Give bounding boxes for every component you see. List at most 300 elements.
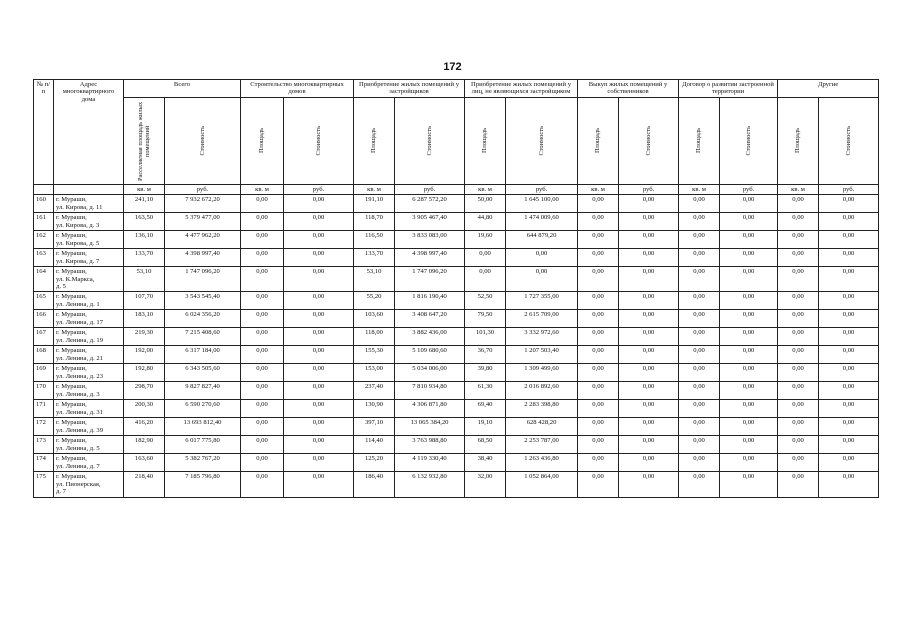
cell-cost: 0,00 [819, 292, 879, 310]
cell-cost: 2 016 892,60 [506, 382, 578, 400]
cell-area: 0,00 [241, 328, 284, 346]
cell-cost: 0,00 [619, 231, 679, 249]
cell-cost: 5 379 477,00 [165, 213, 241, 231]
cell-cost: 0,00 [720, 195, 778, 213]
cell-area: 0,00 [578, 418, 619, 436]
cell-area: 0,00 [241, 310, 284, 328]
cell-cost: 0,00 [720, 400, 778, 418]
table-row [34, 310, 879, 328]
cell-cost: 0,00 [284, 267, 354, 292]
row-address [54, 213, 124, 231]
cell-cost: 0,00 [720, 249, 778, 267]
address-line: ул. Кирова, д. 11 [56, 203, 103, 211]
cell-cost: 0,00 [619, 328, 679, 346]
cell-area: 53,10 [354, 267, 395, 292]
cell-area: 133,70 [354, 249, 395, 267]
cell-area: 0,00 [578, 213, 619, 231]
cell-area: 163,60 [124, 454, 165, 472]
row-number: 165 [34, 292, 54, 310]
row-number: 169 [34, 364, 54, 382]
cell-cost: 5 109 680,60 [395, 346, 465, 364]
cell-cost: 0,00 [720, 328, 778, 346]
cell-cost: 1 747 096,20 [165, 267, 241, 292]
cell-area: 0,00 [778, 213, 819, 231]
table-row [34, 400, 879, 418]
header-address: Адрес многоквартирного дома [54, 80, 124, 185]
cell-cost: 0,00 [819, 249, 879, 267]
cell-area: 0,00 [578, 364, 619, 382]
address-line: г. Мураши, [56, 347, 87, 355]
address-line: ул. Кирова, д. 7 [56, 257, 100, 265]
cell-area: 200,30 [124, 400, 165, 418]
cell-area: 0,00 [578, 382, 619, 400]
address-line: ул. Ленина, д. 3 [56, 390, 100, 398]
cell-area: 0,00 [679, 364, 720, 382]
cell-area: 0,00 [778, 364, 819, 382]
header-cost: Стоимость [720, 97, 778, 184]
address-line: ул. Ленина, д. 31 [56, 408, 104, 416]
cell-cost: 6 343 505,60 [165, 364, 241, 382]
cell-cost: 0,00 [284, 195, 354, 213]
cell-area: 0,00 [578, 436, 619, 454]
cell-area: 0,00 [679, 249, 720, 267]
cell-cost: 0,00 [506, 249, 578, 267]
row-number: 160 [34, 195, 54, 213]
cell-area: 118,00 [354, 328, 395, 346]
units-empty [34, 184, 54, 194]
header-group-buyout: Выкуп жилых помещений у собственников [578, 80, 679, 98]
cell-cost: 3 833 083,00 [395, 231, 465, 249]
cell-area: 241,10 [124, 195, 165, 213]
row-number: 172 [34, 418, 54, 436]
cell-area: 0,00 [778, 195, 819, 213]
cell-cost: 6 024 356,20 [165, 310, 241, 328]
cell-cost: 0,00 [284, 436, 354, 454]
cell-area: 0,00 [241, 346, 284, 364]
cell-area: 0,00 [679, 418, 720, 436]
cell-cost: 0,00 [284, 310, 354, 328]
cell-area: 0,00 [679, 328, 720, 346]
cell-area: 0,00 [578, 310, 619, 328]
header-area: Площадь [241, 97, 284, 184]
cell-area: 0,00 [778, 328, 819, 346]
row-address [54, 310, 124, 328]
cell-area: 0,00 [778, 400, 819, 418]
cell-cost: 1 474 009,60 [506, 213, 578, 231]
unit-sqm: кв. м [679, 184, 720, 194]
cell-area: 0,00 [241, 213, 284, 231]
cell-area: 0,00 [241, 472, 284, 497]
cell-cost: 0,00 [819, 436, 879, 454]
resettlement-table [33, 79, 879, 498]
row-number: 171 [34, 400, 54, 418]
cell-area: 0,00 [578, 454, 619, 472]
address-line: ул. К.Маркса, [56, 275, 95, 283]
address-line: г. Мураши, [56, 473, 87, 481]
cell-area: 192,00 [124, 346, 165, 364]
cell-area: 61,30 [465, 382, 506, 400]
cell-cost: 13 693 812,40 [165, 418, 241, 436]
address-line: г. Мураши, [56, 250, 87, 258]
cell-cost: 3 882 436,00 [395, 328, 465, 346]
address-line: д. 5 [56, 283, 66, 291]
header-cost: Стоимость [165, 97, 241, 184]
cell-cost: 0,00 [720, 267, 778, 292]
address-line: г. Мураши, [56, 383, 87, 391]
header-row-subcolumns [34, 97, 879, 184]
unit-rub: руб. [720, 184, 778, 194]
cell-area: 79,50 [465, 310, 506, 328]
address-line: ул. Ленина, д. 7 [56, 462, 100, 470]
row-address [54, 249, 124, 267]
cell-cost: 4 398 997,40 [165, 249, 241, 267]
cell-area: 103,60 [354, 310, 395, 328]
cell-area: 50,00 [465, 195, 506, 213]
cell-area: 0,00 [778, 249, 819, 267]
header-group-developers: Приобретение жилых помещений у застройщиков [354, 80, 465, 98]
address-line: д. 7 [56, 488, 66, 496]
row-address [54, 328, 124, 346]
table-row [34, 454, 879, 472]
cell-cost: 0,00 [819, 195, 879, 213]
address-line: ул. Кирова, д. 3 [56, 221, 100, 229]
cell-cost: 0,00 [284, 213, 354, 231]
cell-area: 0,00 [241, 382, 284, 400]
cell-cost: 0,00 [284, 364, 354, 382]
cell-cost: 4 306 871,80 [395, 400, 465, 418]
cell-cost: 1 727 355,00 [506, 292, 578, 310]
cell-cost: 2 253 787,00 [506, 436, 578, 454]
cell-cost: 0,00 [720, 346, 778, 364]
row-address [54, 418, 124, 436]
cell-area: 32,00 [465, 472, 506, 497]
cell-area: 0,00 [679, 213, 720, 231]
cell-area: 0,00 [778, 472, 819, 497]
cell-cost: 5 382 767,20 [165, 454, 241, 472]
cell-cost: 6 132 932,80 [395, 472, 465, 497]
row-number: 166 [34, 310, 54, 328]
address-line: ул. Ленина, д. 19 [56, 336, 104, 344]
cell-cost: 0,00 [819, 267, 879, 292]
row-number: 168 [34, 346, 54, 364]
cell-area: 0,00 [778, 382, 819, 400]
cell-area: 0,00 [679, 346, 720, 364]
cell-cost: 1 816 190,40 [395, 292, 465, 310]
cell-cost: 7 932 672,20 [165, 195, 241, 213]
cell-area: 0,00 [241, 249, 284, 267]
cell-area: 298,70 [124, 382, 165, 400]
cell-area: 0,00 [778, 292, 819, 310]
unit-sqm: кв. м [354, 184, 395, 194]
row-address [54, 292, 124, 310]
cell-area: 0,00 [465, 267, 506, 292]
cell-area: 237,40 [354, 382, 395, 400]
cell-cost: 0,00 [619, 382, 679, 400]
cell-area: 38,40 [465, 454, 506, 472]
cell-area: 0,00 [679, 400, 720, 418]
cell-cost: 0,00 [284, 400, 354, 418]
cell-cost: 0,00 [720, 292, 778, 310]
row-address [54, 436, 124, 454]
address-line: ул. Кирова, д. 5 [56, 239, 100, 247]
cell-cost: 5 034 006,00 [395, 364, 465, 382]
cell-area: 0,00 [241, 436, 284, 454]
cell-area: 0,00 [679, 436, 720, 454]
cell-cost: 0,00 [819, 328, 879, 346]
cell-cost: 0,00 [619, 454, 679, 472]
header-area: Площадь [778, 97, 819, 184]
cell-area: 218,40 [124, 472, 165, 497]
cell-area: 133,70 [124, 249, 165, 267]
row-number: 173 [34, 436, 54, 454]
cell-area: 0,00 [241, 195, 284, 213]
cell-cost: 0,00 [619, 195, 679, 213]
cell-cost: 6 017 775,80 [165, 436, 241, 454]
cell-cost: 0,00 [720, 364, 778, 382]
address-line: г. Мураши, [56, 419, 87, 427]
cell-cost: 1 309 499,60 [506, 364, 578, 382]
header-group-other: Другие [778, 80, 879, 98]
cell-area: 0,00 [241, 400, 284, 418]
row-address [54, 267, 124, 292]
cell-area: 0,00 [778, 418, 819, 436]
table-row [34, 231, 879, 249]
cell-cost: 13 065 384,20 [395, 418, 465, 436]
cell-area: 0,00 [241, 267, 284, 292]
cell-area: 116,50 [354, 231, 395, 249]
cell-cost: 0,00 [619, 472, 679, 497]
cell-area: 0,00 [578, 249, 619, 267]
address-line: г. Мураши, [56, 311, 87, 319]
cell-cost: 3 905 467,40 [395, 213, 465, 231]
cell-area: 44,80 [465, 213, 506, 231]
cell-cost: 0,00 [619, 310, 679, 328]
cell-area: 125,20 [354, 454, 395, 472]
cell-cost: 1 645 100,00 [506, 195, 578, 213]
table-row [34, 195, 879, 213]
table-row [34, 328, 879, 346]
cell-cost: 0,00 [619, 436, 679, 454]
table-row [34, 213, 879, 231]
cell-area: 0,00 [778, 267, 819, 292]
address-line: г. Мураши, [56, 293, 87, 301]
header-row-groups [34, 80, 879, 98]
address-line: г. Мураши, [56, 232, 87, 240]
cell-area: 53,10 [124, 267, 165, 292]
cell-cost: 0,00 [284, 472, 354, 497]
cell-cost: 2 283 398,80 [506, 400, 578, 418]
row-address [54, 454, 124, 472]
cell-area: 0,00 [679, 310, 720, 328]
cell-area: 55,20 [354, 292, 395, 310]
cell-area: 0,00 [578, 472, 619, 497]
cell-area: 0,00 [778, 454, 819, 472]
cell-area: 19,60 [465, 231, 506, 249]
cell-cost: 0,00 [819, 310, 879, 328]
row-address [54, 195, 124, 213]
cell-cost: 1 747 096,20 [395, 267, 465, 292]
cell-cost: 0,00 [819, 346, 879, 364]
cell-cost: 0,00 [819, 418, 879, 436]
cell-cost: 0,00 [720, 472, 778, 497]
cell-area: 182,90 [124, 436, 165, 454]
cell-area: 0,00 [578, 346, 619, 364]
cell-area: 0,00 [241, 231, 284, 249]
cell-area: 0,00 [578, 328, 619, 346]
cell-cost: 6 317 184,00 [165, 346, 241, 364]
unit-rub: руб. [819, 184, 879, 194]
cell-area: 0,00 [778, 346, 819, 364]
unit-sqm: кв. м [578, 184, 619, 194]
cell-area: 0,00 [578, 195, 619, 213]
cell-area: 19,10 [465, 418, 506, 436]
page-number: 172 [443, 61, 462, 73]
cell-area: 118,70 [354, 213, 395, 231]
table-row [34, 418, 879, 436]
row-address [54, 231, 124, 249]
header-cost: Стоимость [506, 97, 578, 184]
cell-cost: 0,00 [819, 454, 879, 472]
cell-cost: 0,00 [619, 249, 679, 267]
header-group-total: Всего [124, 80, 241, 98]
row-number: 161 [34, 213, 54, 231]
unit-sqm: кв. м [778, 184, 819, 194]
units-empty [54, 184, 124, 194]
cell-cost: 628 428,20 [506, 418, 578, 436]
cell-area: 0,00 [778, 231, 819, 249]
row-number: 175 [34, 472, 54, 497]
cell-area: 0,00 [465, 249, 506, 267]
cell-cost: 0,00 [284, 382, 354, 400]
cell-area: 39,80 [465, 364, 506, 382]
header-group-non-developers: Приобретение жилых помещений у лиц, не являющихся застройщиком [465, 80, 578, 98]
cell-cost: 2 615 709,00 [506, 310, 578, 328]
address-line: г. Мураши, [56, 401, 87, 409]
cell-area: 101,30 [465, 328, 506, 346]
cell-cost: 0,00 [284, 346, 354, 364]
cell-cost: 0,00 [819, 364, 879, 382]
table-row [34, 249, 879, 267]
address-line: г. Мураши, [56, 455, 87, 463]
unit-rub: руб. [165, 184, 241, 194]
cell-cost: 3 543 545,40 [165, 292, 241, 310]
cell-cost: 0,00 [619, 292, 679, 310]
row-number: 163 [34, 249, 54, 267]
header-area: Площадь [465, 97, 506, 184]
cell-cost: 4 398 997,40 [395, 249, 465, 267]
cell-area: 0,00 [679, 267, 720, 292]
cell-cost: 4 119 330,40 [395, 454, 465, 472]
row-address [54, 400, 124, 418]
cell-cost: 0,00 [819, 472, 879, 497]
unit-rub: руб. [506, 184, 578, 194]
address-line: ул. Ленина, д. 39 [56, 426, 104, 434]
header-cost: Стоимость [819, 97, 879, 184]
row-number: 167 [34, 328, 54, 346]
header-cost: Стоимость [619, 97, 679, 184]
cell-area: 0,00 [778, 436, 819, 454]
cell-cost: 0,00 [720, 436, 778, 454]
cell-cost: 0,00 [619, 213, 679, 231]
cell-cost: 7 810 934,80 [395, 382, 465, 400]
cell-cost: 0,00 [720, 454, 778, 472]
cell-area: 163,50 [124, 213, 165, 231]
cell-cost: 7 215 408,60 [165, 328, 241, 346]
cell-cost: 0,00 [284, 418, 354, 436]
cell-cost: 0,00 [720, 213, 778, 231]
unit-rub: руб. [284, 184, 354, 194]
row-number: 164 [34, 267, 54, 292]
row-address [54, 364, 124, 382]
cell-cost: 0,00 [284, 292, 354, 310]
cell-area: 153,00 [354, 364, 395, 382]
cell-cost: 3 763 988,80 [395, 436, 465, 454]
table-row [34, 267, 879, 292]
cell-area: 130,90 [354, 400, 395, 418]
cell-area: 192,80 [124, 364, 165, 382]
cell-cost: 9 827 827,40 [165, 382, 241, 400]
unit-rub: руб. [619, 184, 679, 194]
cell-area: 68,50 [465, 436, 506, 454]
header-total-area: Расселяемая площадь жилых помещений [124, 97, 165, 184]
cell-area: 397,10 [354, 418, 395, 436]
cell-area: 36,70 [465, 346, 506, 364]
cell-cost: 1 207 503,40 [506, 346, 578, 364]
unit-rub: руб. [395, 184, 465, 194]
cell-cost: 0,00 [284, 328, 354, 346]
header-area: Площадь [354, 97, 395, 184]
cell-cost: 0,00 [619, 346, 679, 364]
cell-area: 114,40 [354, 436, 395, 454]
cell-area: 52,50 [465, 292, 506, 310]
address-line: ул. Ленина, д. 1 [56, 300, 100, 308]
table-body [34, 195, 879, 497]
row-number: 170 [34, 382, 54, 400]
cell-area: 69,40 [465, 400, 506, 418]
cell-area: 0,00 [241, 292, 284, 310]
cell-area: 0,00 [679, 472, 720, 497]
table-row [34, 364, 879, 382]
unit-sqm: кв. м [241, 184, 284, 194]
cell-cost: 7 185 796,80 [165, 472, 241, 497]
cell-cost: 3 332 972,60 [506, 328, 578, 346]
cell-area: 0,00 [578, 231, 619, 249]
table-row [34, 472, 879, 497]
cell-cost: 0,00 [720, 310, 778, 328]
cell-area: 136,10 [124, 231, 165, 249]
cell-area: 191,10 [354, 195, 395, 213]
cell-area: 416,20 [124, 418, 165, 436]
address-line: г. Мураши, [56, 196, 87, 204]
header-area: Площадь [578, 97, 619, 184]
header-area: Площадь [679, 97, 720, 184]
address-line: ул. Ленина, д. 17 [56, 318, 104, 326]
address-line: ул. Пионерская, [56, 480, 101, 488]
address-line: г. Мураши, [56, 214, 87, 222]
header-cost: Стоимость [395, 97, 465, 184]
header-group-development-contract: Договор о развитии застроенной территории [679, 80, 778, 98]
header-cost: Стоимость [284, 97, 354, 184]
row-number: 174 [34, 454, 54, 472]
cell-cost: 0,00 [619, 364, 679, 382]
cell-area: 0,00 [679, 195, 720, 213]
cell-cost: 0,00 [284, 454, 354, 472]
row-address [54, 382, 124, 400]
cell-area: 0,00 [578, 267, 619, 292]
cell-cost: 0,00 [819, 400, 879, 418]
cell-cost: 0,00 [819, 231, 879, 249]
cell-area: 0,00 [578, 292, 619, 310]
